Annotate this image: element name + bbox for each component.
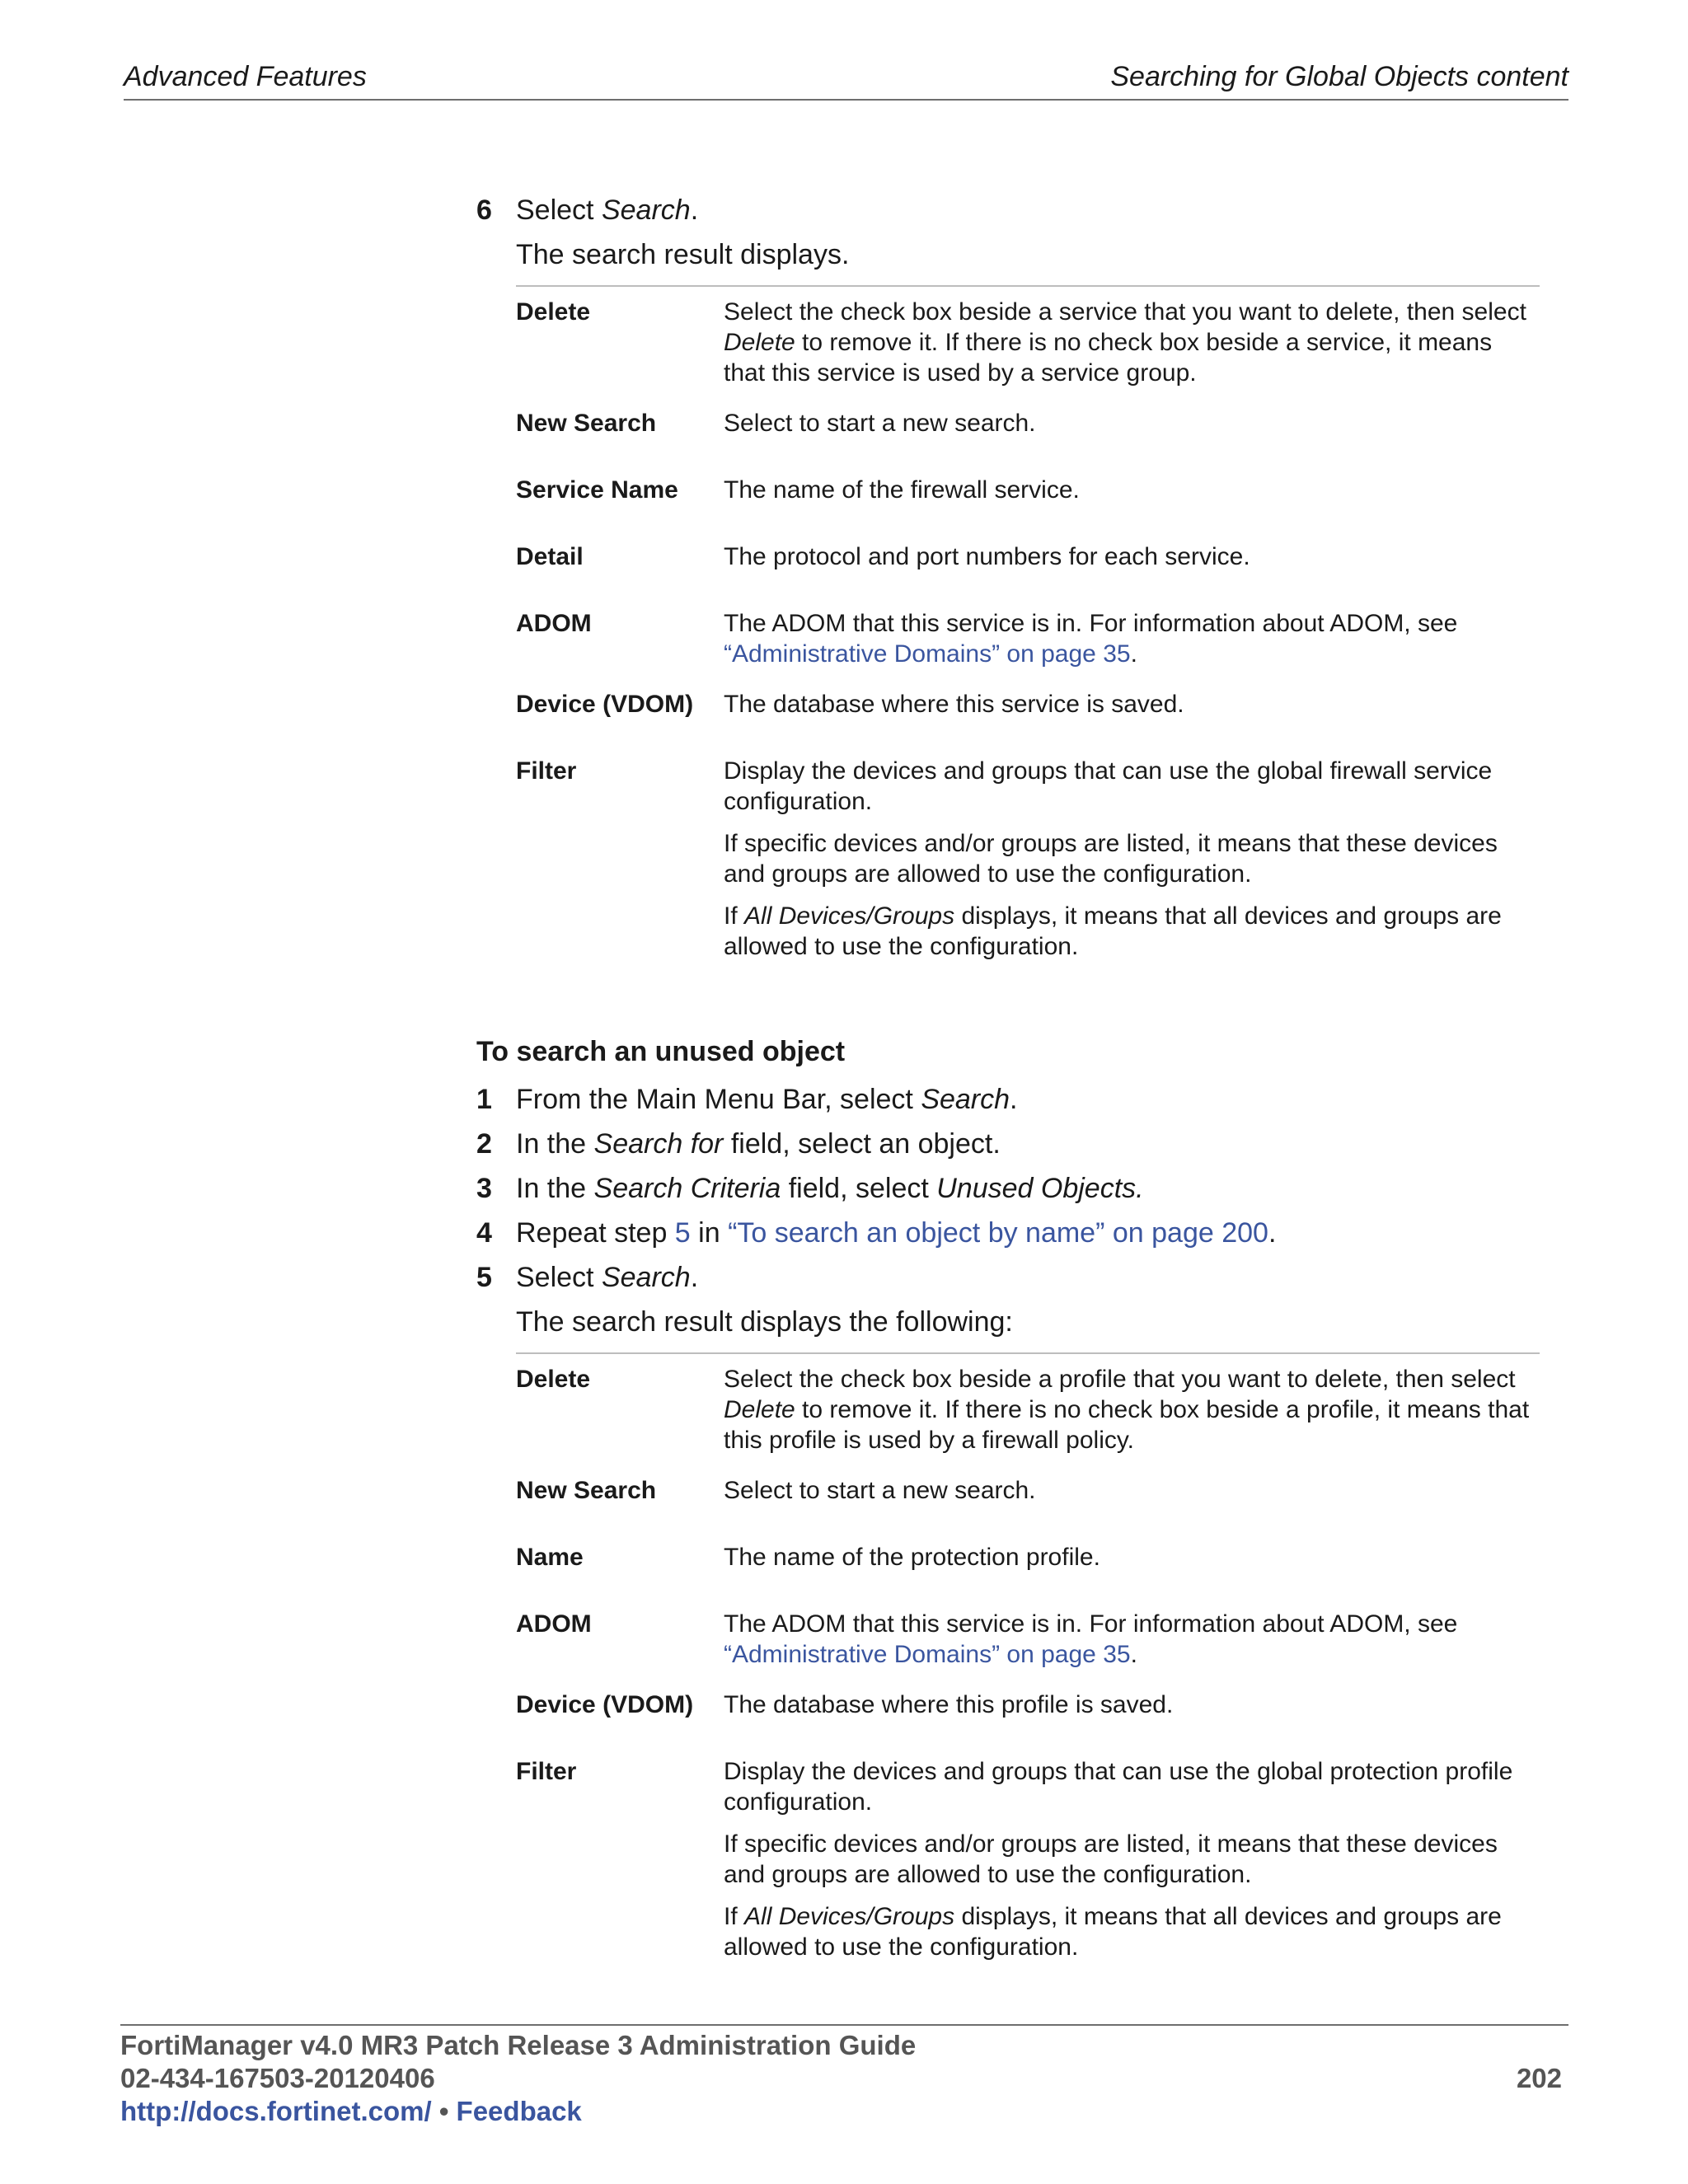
desc-emphasis: Delete bbox=[724, 1396, 795, 1423]
table-row bbox=[516, 1353, 1540, 1465]
table-row bbox=[516, 746, 1540, 972]
term: Detail bbox=[516, 543, 584, 570]
step-emphasis: Search Criteria bbox=[593, 1173, 781, 1204]
feedback-link[interactable]: Feedback bbox=[456, 2096, 582, 2126]
service-result-table bbox=[516, 285, 1540, 972]
separator: • bbox=[431, 2096, 457, 2126]
step-text: Repeat step bbox=[516, 1217, 675, 1249]
step-5-link[interactable]: 5 bbox=[674, 1217, 691, 1249]
term: Device (VDOM) bbox=[516, 1691, 694, 1718]
desc-punct: . bbox=[1130, 640, 1137, 668]
administrative-domains-link[interactable]: “Administrative Domains” on page 35 bbox=[724, 1641, 1131, 1668]
desc-text: Select the check box beside a service that you want to delete, then select bbox=[724, 298, 1526, 326]
term: Name bbox=[516, 1544, 584, 1571]
unused-object-result-table bbox=[516, 1352, 1540, 1972]
description bbox=[724, 1599, 1540, 1680]
step-text: field, select an object. bbox=[723, 1128, 1001, 1160]
search-object-by-name-link[interactable]: “To search an object by name” on page 200 bbox=[728, 1217, 1268, 1249]
desc-text: If bbox=[724, 902, 745, 930]
table-row bbox=[516, 1746, 1540, 1972]
guide-title: FortiManager v4.0 MR3 Patch Release 3 Administration Guide bbox=[120, 2030, 917, 2060]
desc-paragraph: If specific devices and/or groups are listed, it means that these devices and groups are allowed to use the configuration. bbox=[724, 830, 1498, 888]
desc-paragraph: Display the devices and groups that can use the global protection profile configuration. bbox=[724, 1758, 1513, 1816]
docs-url-link[interactable]: http://docs.fortinet.com/ bbox=[120, 2096, 432, 2126]
step-text: field, select bbox=[781, 1173, 937, 1204]
step-emphasis: Search for bbox=[593, 1128, 724, 1160]
step-number: 3 bbox=[476, 1173, 492, 1204]
step-1 bbox=[476, 1077, 1540, 1122]
step-number: 2 bbox=[476, 1128, 492, 1160]
description: Select to start a new search. bbox=[724, 410, 1036, 437]
description: The protocol and port numbers for each service. bbox=[724, 543, 1250, 570]
description bbox=[724, 1353, 1540, 1465]
term: Delete bbox=[516, 1366, 591, 1393]
step-text: in bbox=[690, 1217, 729, 1249]
desc-paragraph: Display the devices and groups that can use the global firewall service configuration. bbox=[724, 757, 1493, 815]
term: Device (VDOM) bbox=[516, 691, 694, 718]
desc-text: The ADOM that this service is in. For information about ADOM, see bbox=[724, 610, 1458, 637]
description: The name of the protection profile. bbox=[724, 1544, 1100, 1571]
step-emphasis: Search bbox=[601, 1262, 691, 1293]
description: The name of the firewall service. bbox=[724, 476, 1080, 504]
table-row bbox=[516, 1680, 1540, 1746]
step-number: 4 bbox=[476, 1217, 492, 1249]
step-text: In the bbox=[516, 1173, 594, 1204]
step-4 bbox=[476, 1211, 1540, 1255]
result-text: The search result displays the following: bbox=[516, 1306, 1013, 1338]
step-emphasis: Unused Objects. bbox=[936, 1173, 1144, 1204]
document-id: 02-434-167503-20120406 bbox=[120, 2063, 435, 2093]
desc-paragraph: If specific devices and/or groups are listed, it means that these devices and groups are allowed to use the configuration. bbox=[724, 1830, 1498, 1888]
term: Service Name bbox=[516, 476, 678, 504]
desc-text: displays, it means that all devices and groups are allowed to use the configuration. bbox=[724, 902, 1502, 960]
result-text: The search result displays. bbox=[516, 239, 850, 270]
page-number: 202 bbox=[1516, 2063, 1562, 2093]
desc-emphasis: Delete bbox=[724, 329, 795, 356]
step-punct: . bbox=[1010, 1084, 1018, 1115]
term: New Search bbox=[516, 410, 657, 437]
header-chapter: Advanced Features bbox=[124, 61, 367, 92]
description: The database where this profile is saved. bbox=[724, 1691, 1174, 1718]
table-row bbox=[516, 598, 1540, 679]
step-punct: . bbox=[690, 194, 699, 226]
description bbox=[724, 746, 1540, 972]
desc-text: Select the check box beside a profile that you want to delete, then select bbox=[724, 1366, 1516, 1393]
description: The database where this service is saved. bbox=[724, 691, 1184, 718]
desc-paragraph bbox=[724, 1901, 1540, 1962]
main-content bbox=[476, 188, 1540, 1972]
page-footer bbox=[120, 2024, 1568, 2128]
term: ADOM bbox=[516, 610, 592, 637]
step-3 bbox=[476, 1166, 1540, 1211]
table-row bbox=[516, 679, 1540, 746]
administrative-domains-link[interactable]: “Administrative Domains” on page 35 bbox=[724, 640, 1131, 668]
desc-text: displays, it means that all devices and groups are allowed to use the configuration. bbox=[724, 1903, 1502, 1961]
description bbox=[724, 1746, 1540, 1972]
desc-paragraph bbox=[724, 901, 1540, 962]
step-text: Select bbox=[516, 1262, 602, 1293]
term: Filter bbox=[516, 1758, 577, 1785]
desc-emphasis: All Devices/Groups bbox=[744, 1903, 955, 1930]
description: Select to start a new search. bbox=[724, 1477, 1036, 1504]
procedure-heading: To search an unused object bbox=[476, 1036, 846, 1067]
term: New Search bbox=[516, 1477, 657, 1504]
step-number: 5 bbox=[476, 1262, 492, 1293]
step-6 bbox=[476, 188, 1540, 232]
step-5 bbox=[476, 1255, 1540, 1300]
desc-emphasis: All Devices/Groups bbox=[744, 902, 955, 930]
table-row bbox=[516, 532, 1540, 598]
step-text: Select bbox=[516, 194, 602, 226]
table-row bbox=[516, 398, 1540, 465]
step-number: 6 bbox=[476, 194, 492, 226]
page-header bbox=[124, 61, 1568, 101]
table-row bbox=[516, 1465, 1540, 1532]
footer-links bbox=[120, 2095, 1568, 2128]
step-text: From the Main Menu Bar, select bbox=[516, 1084, 921, 1115]
step-emphasis: Search bbox=[921, 1084, 1010, 1115]
header-section: Searching for Global Objects content bbox=[1110, 61, 1568, 92]
desc-text: to remove it. If there is no check box beside a profile, it means that this profile is used by a firewall policy. bbox=[724, 1396, 1530, 1454]
desc-text: to remove it. If there is no check box beside a service, it means that this service is used by a service group. bbox=[724, 329, 1493, 387]
term: Filter bbox=[516, 757, 577, 785]
table-row bbox=[516, 465, 1540, 532]
table-row bbox=[516, 1532, 1540, 1599]
term: ADOM bbox=[516, 1610, 592, 1638]
term: Delete bbox=[516, 298, 591, 326]
description bbox=[724, 598, 1540, 679]
desc-text: The ADOM that this service is in. For information about ADOM, see bbox=[724, 1610, 1458, 1638]
desc-text: If bbox=[724, 1903, 745, 1930]
step-text: In the bbox=[516, 1128, 594, 1160]
step-2 bbox=[476, 1122, 1540, 1166]
step-punct: . bbox=[690, 1262, 699, 1293]
description bbox=[724, 286, 1540, 398]
step-number: 1 bbox=[476, 1084, 492, 1115]
step-emphasis: Search bbox=[601, 194, 691, 226]
table-row bbox=[516, 1599, 1540, 1680]
desc-punct: . bbox=[1130, 1641, 1137, 1668]
step-punct: . bbox=[1268, 1217, 1277, 1249]
table-row bbox=[516, 286, 1540, 398]
